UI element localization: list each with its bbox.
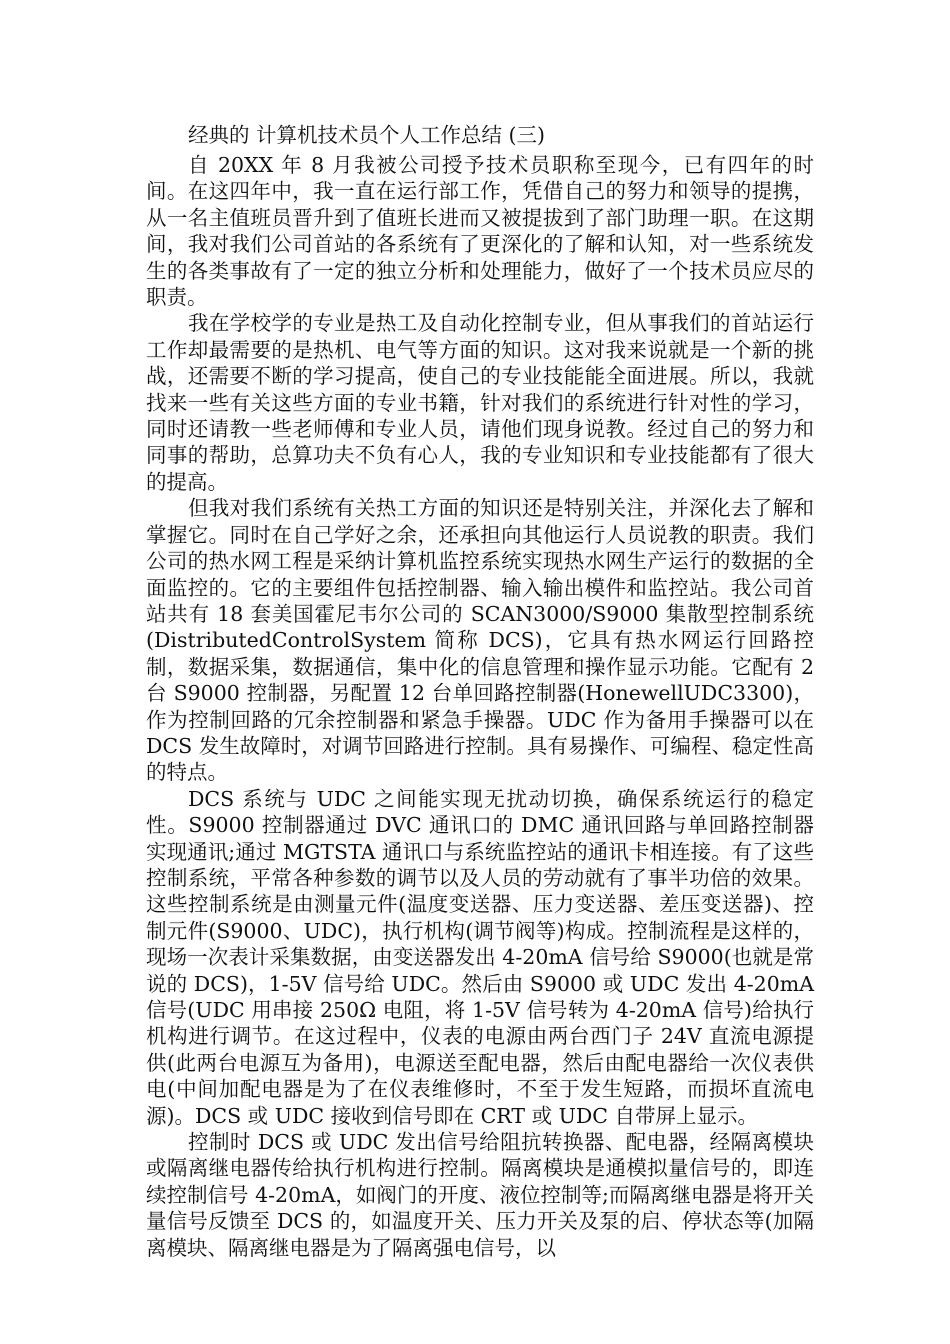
document-title: 经典的 计算机技术员个人工作总结 (三) (188, 123, 546, 147)
document-page (146, 118, 814, 1261)
paragraph-4: DCS 系统与 UDC 之间能实现无扰动切换，确保系统运行的稳定性。S9000 控制器通过 DVC 通讯口的 DMC 通讯回路与单回路控制器实现通讯;通过 MGTSTA 通讯口与系统监控站的通讯卡相连接。有了这些控制系统，平常各种参数的调节以及人员的劳动就有了事半功倍的效果。这些控制系统是由测量元件(温度变送器、压力变送器、差压变送器)、控制元件(S9000、UDC)，执行机构(调节阀等)构成。控制流程是这样的，现场一次表计采集数据，由变送器发出 4-20mA 信号给 S9000(也就是常说的 DCS)，1-5V 信号给 UDC。然后由 S9000 或 UDC 发出 4-20mA 信号(UDC 用串接 250Ω 电阻，将 1-5V 信号转为 4-20mA 信号)给执行机构进行调节。在这过程中，仪表的电源由两台西门子 24V 直流电源提供(此两台电源互为备用)，电源送至配电器，然后由配电器给一次仪表供电(中间加配电器是为了在仪表维修时，不至于发生短路，而损坏直流电源)。DCS 或 UDC 接收到信号即在 CRT 或 UDC 自带屏上显示。 (146, 786, 814, 1128)
paragraph-3: 但我对我们系统有关热工方面的知识还是特别关注，并深化去了解和掌握它。同时在自己学好之余，还承担向其他运行人员说教的职责。我们公司的热水网工程是采纳计算机监控系统实现热水网生产运行的数据的全面监控的。它的主要组件包括控制器、输入输出模件和监控站。我公司首站共有 18 套美国霍尼韦尔公司的 SCAN3000/S9000 集散型控制系统(DistributedControlSystem 简称 DCS)，它具有热水网运行回路控制，数据采集，数据通信，集中化的信息管理和操作显示功能。它配有 2 台 S9000 控制器，另配置 12 台单回路控制器(HonewellUDC3300)，作为控制回路的冗余控制器和紧急手操器。UDC 作为备用手操器可以在 DCS 发生故障时，对调节回路进行控制。具有易操作、可编程、稳定性高的特点。 (146, 496, 814, 785)
paragraph-2: 我在学校学的专业是热工及自动化控制专业，但从事我们的首站运行工作却最需要的是热机、电气等方面的知识。这对我来说就是一个新的挑战，还需要不断的学习提高，使自己的专业技能能全面进展。所以，我就找来一些有关这些方面的专业书籍，针对我们的系统进行针对性的学习，同时还请教一些老师傅和专业人员，请他们现身说教。经过自己的努力和同事的帮助，总算功夫不负有心人，我的专业知识和专业技能都有了很大的提高。 (146, 311, 814, 494)
paragraph-5: 控制时 DCS 或 UDC 发出信号给阻抗转换器、配电器，经隔离模块或隔离继电器传给执行机构进行控制。隔离模块是通模拟量信号的，即连续控制信号 4-20mA，如阀门的开度、液位控制等;而隔离继电器是将开关量信号反馈至 DCS 的，如温度开关、压力开关及泵的启、停状态等(加隔离模块、隔离继电器是为了隔离强电信号，以 (146, 1130, 814, 1260)
paragraph-1: 自 20XX 年 8 月我被公司授予技术员职称至现今，已有四年的时间。在这四年中，我一直在运行部工作，凭借自己的努力和领导的提携，从一名主值班员晋升到了值班长进而又被提拔到了部门助理一职。在这期间，我对我们公司首站的各系统有了更深化的了解和认知，对一些系统发生的各类事故有了一定的独立分析和处理能力，做好了一个技术员应尽的职责。 (146, 153, 814, 310)
